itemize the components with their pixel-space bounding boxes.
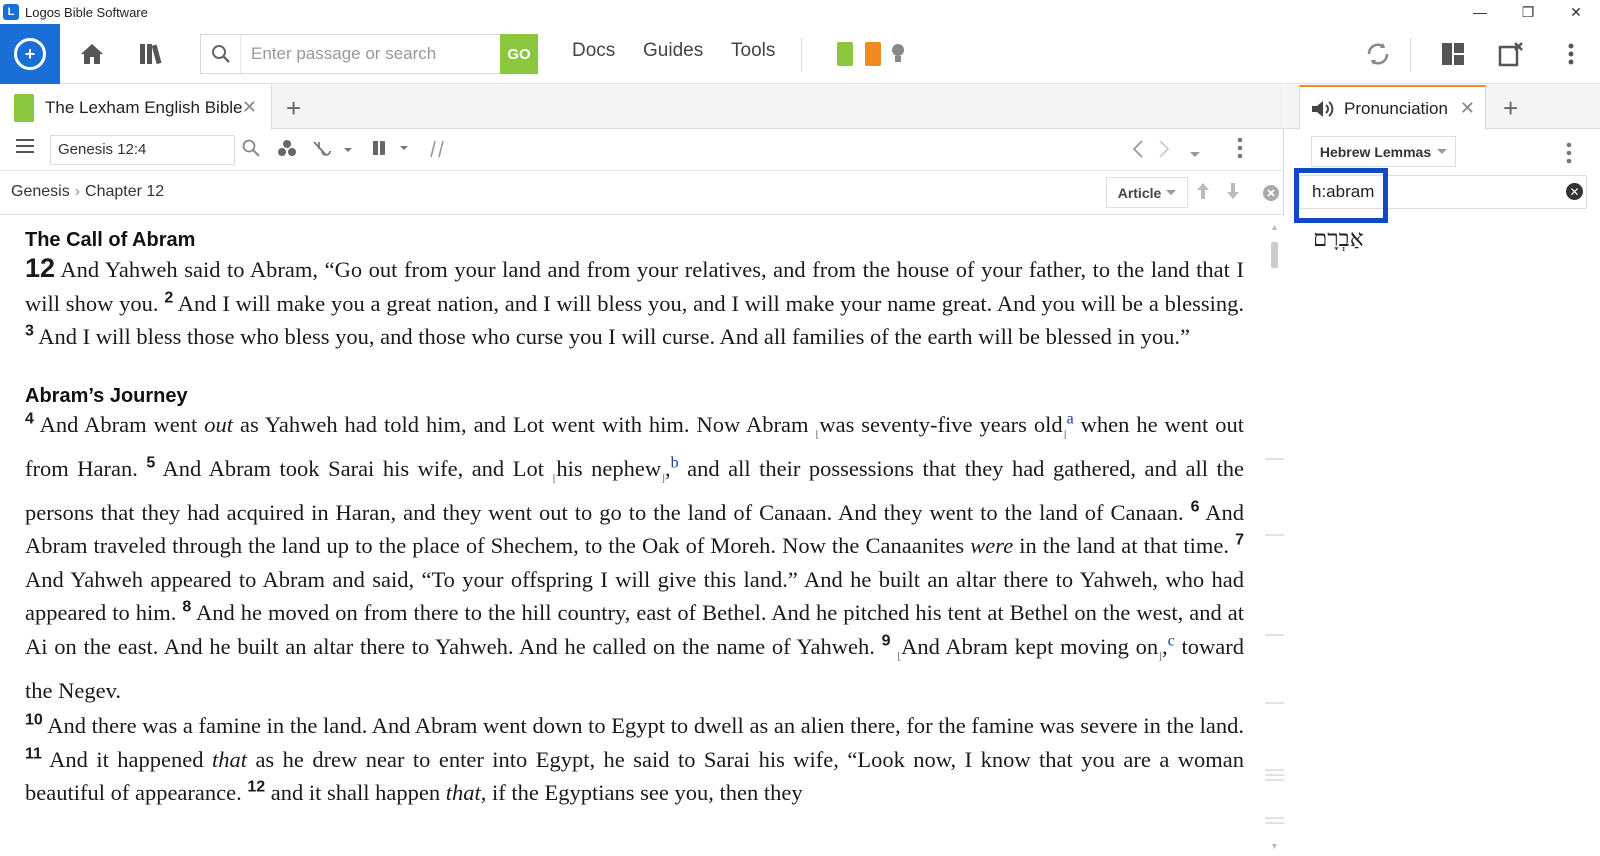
book-shortcut-icon[interactable] [837,42,853,66]
section-gap [25,354,1244,380]
scroll-marker [1265,634,1284,636]
verse-text: And Yahweh appeared to Abram and said, “To your offspring I will give this land.” And he built an altar there to Yahweh, who had appeared to him. [25,566,1244,625]
search-box [200,34,537,74]
verse-number[interactable]: 9 [881,632,891,649]
verse-text: when he went out from Haran. [25,411,1244,481]
paragraph [25,709,1244,810]
dropdown-label: Hebrew Lemmas [1319,143,1432,160]
toolbar-divider-right [1410,38,1411,72]
verse-text: And he moved on from there to the hill country, east of Bethel. And he pitched his tent at Bethel on the west, and at Ai on the east. And he built an altar there to Yahweh. And he called on the name of Yahweh. [25,600,1244,659]
breadcrumb [0,172,1284,215]
search-icon [201,35,241,73]
panel-more-icon[interactable] [1566,142,1572,169]
app-logo-icon: L [3,4,19,20]
verse-italic: that [211,746,247,772]
verse-italic: out [204,411,234,437]
pronunciation-panel [1285,85,1600,856]
scroll-up-icon[interactable]: ▲ [1270,222,1279,232]
breadcrumb-separator: › [74,183,81,200]
layouts-icon[interactable] [1437,38,1469,70]
verse-text: his nephew [556,455,662,481]
library-icon[interactable] [136,38,168,70]
tab-close-icon[interactable]: ✕ [241,97,257,117]
verse-text: And Abram took Sarai his wife, and Lot [162,455,544,481]
panel-menu-icon[interactable] [16,137,34,160]
sync-icon[interactable] [1362,38,1394,70]
speaker-icon [1310,98,1336,120]
tab-pronunciation[interactable] [1299,85,1486,130]
breadcrumb-path [11,183,164,201]
paragraph [25,252,1244,354]
bible-text [0,216,1264,856]
section-heading: The Call of Abram [25,229,196,251]
verse-text: and all their possessions that they had gathered, and all the persons that they had acquired in Haran, and they went out to go to the land of Canaan. And they went to the land of Canaan. [25,455,1245,525]
footnote-marker[interactable]: c [1167,632,1175,649]
add-tab-button[interactable]: + [286,93,302,123]
bracket-close: ⌋ [1062,429,1067,440]
window-controls [1456,0,1600,24]
lemma-type-dropdown[interactable] [1311,136,1456,167]
verse-number[interactable]: 6 [1190,498,1200,515]
forward-chevron-icon[interactable] [1158,139,1170,164]
tab-lexham-english-bible[interactable] [0,85,272,130]
chevron-down-icon [1437,149,1447,155]
visual-filters-icon[interactable] [277,139,297,162]
back-chevron-icon[interactable] [1132,139,1144,164]
verse-number[interactable]: 11 [25,745,42,762]
article-label: Article [1117,184,1162,201]
logos-home-button[interactable] [0,24,60,84]
verse-number[interactable]: 12 [247,778,266,796]
verse-number[interactable]: 3 [25,322,34,340]
bible-book-icon [14,94,34,122]
chapter-number[interactable]: 12 [25,253,56,283]
bracket-close: ⌋ [661,473,666,484]
verse-number[interactable]: 7 [1235,531,1245,549]
verse-number[interactable]: 8 [182,598,192,616]
tab-title: Pronunciation [1344,98,1448,118]
verse-text: toward the Negev. [25,633,1245,703]
verse-number[interactable]: 5 [146,454,156,471]
add-tab-button[interactable]: + [1503,93,1519,123]
title-bar [0,0,1600,24]
verse-italic: were [970,533,1014,558]
window-title: Logos Bible Software [25,4,148,20]
nav-tools[interactable]: Tools [731,40,776,61]
home-icon[interactable] [76,38,108,70]
verse-text: And Abram went [39,411,198,437]
clear-search-icon[interactable]: ✕ [1566,183,1583,200]
scroll-marker [1265,702,1284,704]
bible-panel [0,85,1284,856]
verse-text: And it happened [49,746,204,772]
footnote-marker[interactable]: b [670,454,679,471]
breadcrumb-chapter[interactable]: Chapter 12 [85,183,165,200]
scrollbar[interactable] [1265,216,1284,856]
scroll-marker [1265,458,1284,460]
history-dropdown-icon[interactable] [1189,143,1201,164]
paragraph: $^4$ And Abram went out as Yahweh had told him, and Lot went with him. Now Abram $_⌊$was seventy-five years old$_⌋^a$ when he went out from Haran. $^5$ And Abram took Sarai his wife, and Lot $_⌊$his nephew$_⌋$,$^b$ and all their possessions that they had gathered, and all the persons that they had acquired in Haran, and they went out to go to the land of Canaan. And they went to the land of Canaan. $^6$ And Abram traveled through the land up to the place of Shechem, to the Oak of Moreh. Now the Canaanites were in the land at that time. $^7$ And Yahweh appeared to Abram and said, “To your offspring I will give this land.” And he built an altar there to Yahweh, who had appeared to him. $^8$ And he moved on from there to the hill country, east of Bethel. And he pitched his tent at Bethel on the west, and at Ai on the east. And he built an altar there to Yahweh. And he called on the name of Yahweh. $^9$ $_⌊$And Abram kept moving $on_⌋,^c$ toward the Negev. [25,410,1245,703]
verse-number[interactable]: 4 [25,410,34,427]
close-button[interactable]: ✕ [1570,3,1582,20]
clear-article-icon[interactable] [1262,184,1280,207]
restore-button[interactable]: ❐ [1521,3,1535,20]
scroll-marker [1265,779,1284,781]
search-input[interactable] [241,36,537,72]
scroll-marker [1265,534,1284,536]
verse-number[interactable]: 10 [25,711,43,729]
verse-text: And there was a famine in the land. And Abram went down to Egypt to dwell as an alien there, for the famine was severe in the land. [47,713,1244,738]
logos-logo-icon: + [14,38,46,70]
verse-text: was seventy-five years old [819,411,1063,437]
verse-text: And I will make you a great nation, and I will bless you, and I will make your name great. And you will be a blessing. [177,290,1244,316]
scroll-marker [1265,769,1284,771]
verse-text: in the land at that time. [1019,533,1230,558]
main-toolbar [0,24,1600,84]
verse-text: and it shall happen [270,780,441,805]
verse-text: as Yahweh had told him, and Lot went with him. Now Abram [240,411,809,437]
arrow-down-icon[interactable] [1226,182,1240,205]
panel-tab-row [0,85,1284,129]
more-menu-icon[interactable] [1555,38,1587,70]
verse-italic: that [445,780,481,805]
search-resource-icon[interactable] [242,139,260,162]
bracket-open: ⌊ [552,473,557,484]
verse-text: And Abram kept moving on [901,633,1159,659]
verse-text: And Yahweh said to Abram, “Go out from your land and from your relatives, and from the house of your father, to the land that I will show you. [25,257,1245,316]
tab-close-icon[interactable]: ✕ [1459,98,1475,118]
hebrew-lemma-result[interactable]: אַבְרָם [1313,226,1364,252]
scroll-thumb[interactable] [1271,242,1278,268]
parallel-resources-icon[interactable] [429,139,447,164]
chevron-down-icon [1166,190,1176,196]
minimize-button[interactable]: — [1473,4,1487,20]
tab-title: The Lexham English Bible [45,97,243,117]
interlinear-icon[interactable] [312,139,352,164]
nav-guides[interactable]: Guides [643,40,704,61]
parallel-columns-icon[interactable] [371,139,411,162]
scroll-down-icon[interactable]: ▼ [1270,841,1279,851]
resource-toolbar [0,129,1284,171]
lemma-search-input[interactable]: h:abram [1299,175,1587,209]
scroll-marker [1265,817,1284,819]
verse-text: And I will bless those who bless you, and those who curse you I will curse. And all families of the earth will be blessed in you.” [38,324,1190,349]
verse-text: And Abram traveled through the land up to the place of Shechem, to the Oak of Moreh. Now the Canaanites [25,499,1244,558]
nav-docs[interactable]: Docs [572,40,616,61]
resource-shortcut-icon[interactable] [865,42,881,66]
scroll-marker [1265,774,1284,776]
verse-text: , if the Egyptians see you, then they [480,780,803,805]
highlight-annotation [1294,168,1388,223]
footnote-marker[interactable]: a [1066,410,1074,427]
lightbulb-icon[interactable] [883,40,913,68]
go-button[interactable]: GO [500,34,538,74]
scroll-marker [1265,822,1284,824]
section-heading: Abram’s Journey [25,384,188,407]
bracket-open: ⌊ [897,651,902,662]
reference-box[interactable]: Genesis 12:4 [50,135,235,165]
panel-tab-row [1285,85,1600,129]
panel-more-icon[interactable] [1237,137,1243,164]
breadcrumb-book[interactable]: Genesis [11,183,70,200]
verse-number[interactable]: 2 [164,289,174,306]
toolbar-divider [801,38,802,72]
bracket-open: ⌊ [815,429,820,440]
verse-text: as he drew near to enter into Egypt, he said to Sarai his wife, “Look now, I know that you are a woman beautiful of appearance. [25,746,1245,805]
article-dropdown[interactable] [1106,177,1188,208]
bracket-close: ⌋ [1158,651,1163,662]
arrow-up-icon[interactable] [1196,182,1210,205]
close-panels-icon[interactable] [1495,38,1527,70]
